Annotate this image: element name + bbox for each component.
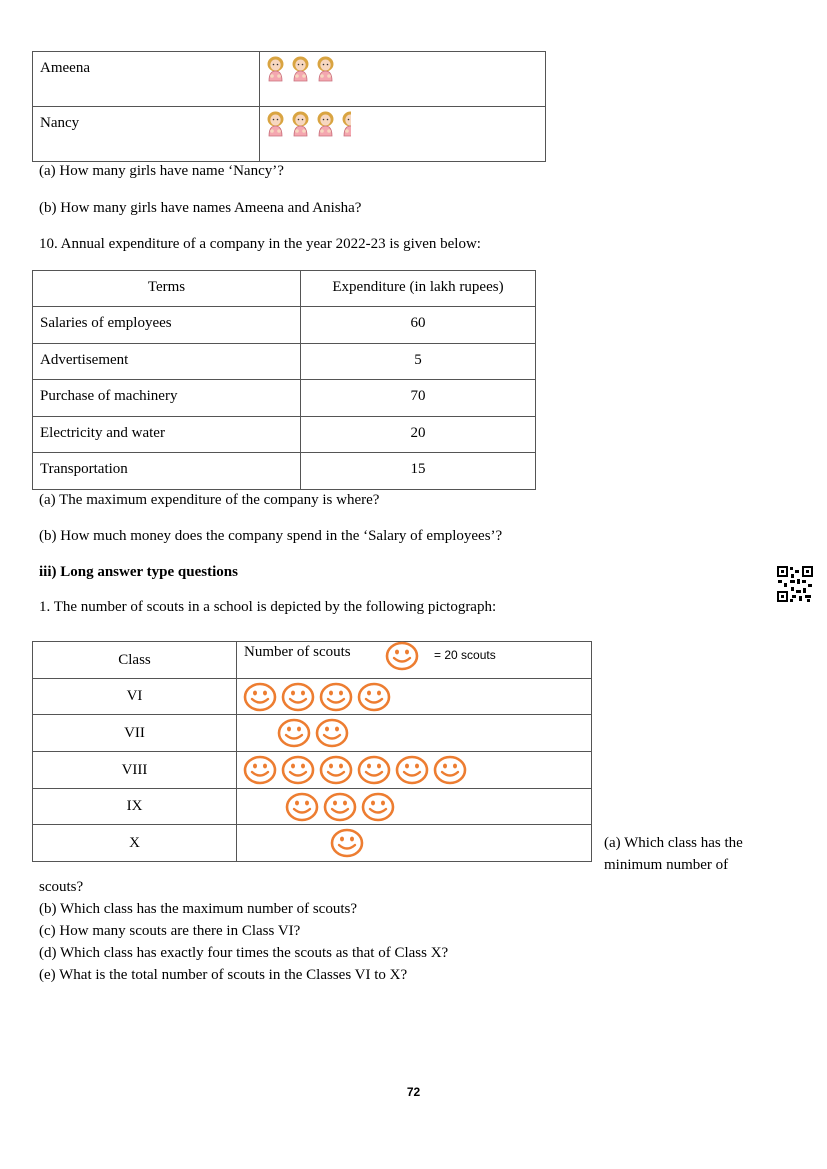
column-header (301, 271, 536, 307)
girl-icon-row (260, 52, 545, 82)
header-expenditure: Expenditure (in lakh rupees) (332, 279, 504, 295)
smiley-icon (357, 682, 391, 712)
smiley-icon (243, 755, 277, 785)
smiley-icon (281, 682, 315, 712)
girl-icon (265, 111, 286, 137)
question-1a-line1: (a) Which class has the (604, 835, 743, 851)
question-10-intro: 10. Annual expenditure of a company in the year 2022-23 is given below: (39, 236, 481, 252)
table-cell (33, 453, 301, 490)
table-cell (301, 344, 536, 380)
smiley-icon (285, 792, 319, 822)
girl-name: Ameena (40, 60, 90, 76)
smiley-icon (385, 641, 419, 671)
table-cell (33, 307, 301, 344)
smiley-icon (433, 755, 467, 785)
question-1d: (d) Which class has exactly four times the scouts as that of Class X? (39, 945, 449, 961)
smiley-icon (319, 755, 353, 785)
girl-name-cell (33, 107, 260, 162)
girls-pictograph-table (32, 51, 546, 162)
table-cell (301, 380, 536, 417)
expenditure-table (32, 270, 536, 490)
girl-icons-cell (260, 107, 546, 162)
table-cell (33, 380, 301, 417)
question-1b: (b) Which class has the maximum number of scouts? (39, 901, 357, 917)
table-cell (301, 307, 536, 344)
smiley-row (237, 682, 591, 712)
column-header (33, 271, 301, 307)
girl-icon (265, 56, 286, 82)
section-heading (39, 564, 238, 581)
legend-text: = 20 scouts (434, 648, 496, 662)
question-1c: (c) How many scouts are there in Class VI? (39, 923, 301, 939)
section-heading-text: iii) Long answer type questions (39, 564, 238, 580)
class-cell (33, 679, 237, 715)
smiley-row (237, 792, 591, 822)
girl-icon (315, 56, 336, 82)
term: Advertisement (40, 352, 129, 368)
scouts-cell (237, 789, 592, 825)
page-number: 72 (406, 1085, 421, 1099)
amount: 15 (410, 461, 426, 477)
header-terms: Terms (147, 279, 186, 295)
qr-code-icon (776, 565, 814, 603)
class-label: VI (126, 688, 143, 704)
class-label: X (129, 834, 140, 851)
question-1a-line2: minimum number of (604, 857, 729, 873)
smiley-icon (357, 755, 391, 785)
term: Purchase of machinery (40, 388, 178, 404)
table-cell (33, 417, 301, 453)
smiley-icon (395, 755, 429, 785)
girl-icon (290, 56, 311, 82)
smiley-icon (319, 682, 353, 712)
smiley-row (237, 755, 591, 785)
scouts-cell (237, 679, 592, 715)
term: Salaries of employees (40, 315, 172, 331)
scouts-cell (237, 715, 592, 752)
question-10a: (a) The maximum expenditure of the company is where? (39, 492, 380, 508)
smiley-icon (315, 718, 349, 748)
class-cell (33, 789, 237, 825)
smiley-icon (330, 828, 364, 858)
amount: 5 (414, 352, 422, 368)
header-number-of-scouts: Number of scouts (244, 644, 351, 660)
smiley-row (237, 828, 591, 858)
term: Transportation (40, 461, 128, 477)
scouts-cell (237, 752, 592, 789)
table-cell (301, 453, 536, 490)
column-header (33, 642, 237, 679)
amount: 60 (410, 315, 426, 331)
question-1e: (e) What is the total number of scouts in the Classes VI to X? (39, 967, 408, 983)
class-cell (33, 752, 237, 789)
table-cell (33, 344, 301, 380)
amount: 20 (410, 425, 426, 441)
scouts-pictograph-table (32, 641, 592, 862)
girl-icon-row (260, 107, 545, 137)
class-label: VIII (121, 761, 148, 778)
class-label: VII (124, 724, 145, 741)
class-cell (33, 825, 237, 862)
smiley-icon (281, 755, 315, 785)
girl-icons-cell (260, 52, 546, 107)
question-1-intro: 1. The number of scouts in a school is depicted by the following pictograph: (39, 599, 497, 615)
header-class: Class (118, 651, 151, 668)
legend-smiley-icon (385, 641, 419, 676)
question-1a-cont: scouts? (39, 879, 84, 895)
girl-name-cell (33, 52, 260, 107)
girl-icon (290, 111, 311, 137)
smiley-row (237, 718, 591, 748)
term: Electricity and water (40, 425, 165, 441)
amount: 70 (410, 388, 426, 404)
class-cell (33, 715, 237, 752)
smiley-icon (323, 792, 357, 822)
class-label: IX (126, 798, 143, 814)
girl-icon (315, 111, 336, 137)
smiley-icon (243, 682, 277, 712)
scouts-cell (237, 825, 592, 862)
smiley-icon (361, 792, 395, 822)
smiley-icon (277, 718, 311, 748)
question-9b: (b) How many girls have names Ameena and Anisha? (39, 200, 362, 216)
girl-name: Nancy (40, 115, 80, 131)
girl-icon (340, 111, 351, 137)
table-cell (301, 417, 536, 453)
question-9a: (a) How many girls have name ‘Nancy’? (39, 163, 284, 179)
question-10b: (b) How much money does the company spend in the ‘Salary of employees’? (39, 528, 503, 544)
